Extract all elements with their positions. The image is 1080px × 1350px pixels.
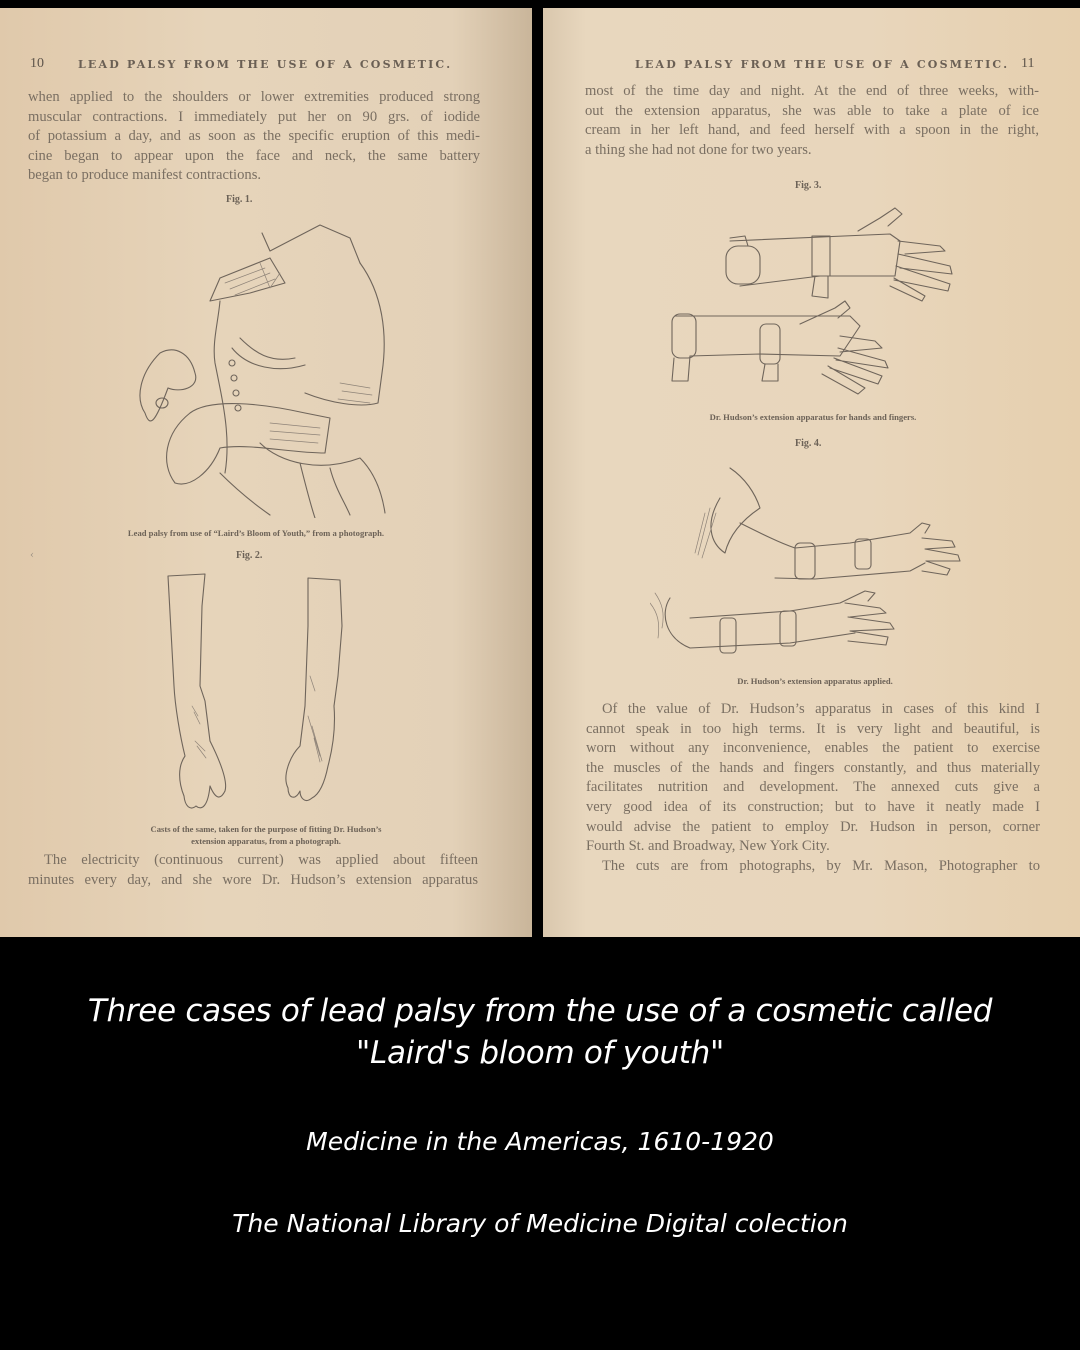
text-line: Of the value of Dr. Hudson’s apparatus in cases of this kind I — [602, 701, 1040, 717]
title-line: "Laird's bloom of youth" — [356, 1035, 724, 1071]
fig1-illustration — [120, 213, 410, 518]
caption-line: Casts of the same, taken for the purpose of fitting Dr. Hudson’s — [150, 824, 382, 834]
running-head: LEAD PALSY FROM THE USE OF A COSMETIC. — [78, 58, 453, 71]
title-line: Three cases of lead palsy from the use of a cosmetic called — [87, 993, 993, 1029]
text-line: minutes every day, and she wore Dr. Hudson’s extension apparatus — [28, 871, 478, 888]
text-line: most of the time day and night. At the end of three weeks, with- — [585, 83, 1039, 99]
stray-mark: ‹ — [30, 550, 34, 561]
upper-fingers — [890, 241, 952, 301]
paragraph-top — [585, 82, 1039, 160]
fig4-caption: Dr. Hudson’s extension apparatus applied. — [737, 676, 893, 686]
paragraph-bottom — [28, 851, 478, 890]
collar-outline — [262, 225, 360, 263]
fig2-illustration — [150, 566, 360, 816]
fig3-caption: Dr. Hudson’s extension apparatus for hands and fingers. — [709, 412, 917, 422]
collection-caption: Medicine in the Americas, 1610-1920 — [306, 1127, 774, 1156]
book-page-right — [543, 8, 1080, 937]
text-line: muscular contractions. I immediately put her on 90 grs. of iodide — [28, 108, 480, 125]
fig3-illustration — [660, 196, 960, 396]
lower-splint — [675, 316, 860, 356]
page-number: 11 — [1021, 56, 1035, 71]
fig4-label: Fig. 4. — [795, 438, 822, 449]
text-line: The electricity (continuous current) was applied about fifteen — [44, 852, 478, 868]
left-cast — [168, 574, 226, 808]
text-line: the muscles of the hands and fingers constantly, and thus materially — [586, 759, 1040, 776]
text-line: very good idea of its construction; but to have it neatly made I — [586, 798, 1040, 815]
paragraph-top — [28, 88, 480, 186]
skirt-outline — [220, 443, 385, 518]
text-line: cine began to appear upon the face and neck, the same battery — [28, 147, 480, 164]
fig1-caption: Lead palsy from use of “Laird’s Bloom of Youth,” from a photograph. — [127, 528, 385, 538]
lower-hand-fingers — [845, 603, 894, 645]
text-line: began to produce manifest contractions. — [28, 167, 262, 184]
lower-fingers — [822, 336, 888, 394]
fig2-caption — [60, 823, 472, 847]
fig3-label: Fig. 3. — [795, 180, 822, 191]
text-line: facilitates nutrition and development. The annexed cuts give a — [586, 779, 1040, 796]
page-number: 10 — [30, 56, 44, 71]
text-line: The cuts are from photographs, by Mr. Mason, Photographer to — [602, 857, 1040, 874]
fig4-illustration — [650, 463, 980, 668]
fig2-label: Fig. 2. — [236, 550, 263, 561]
text-line: cannot speak in too high terms. It is very light and beautiful, is — [586, 720, 1040, 737]
text-line: of potassium a day, and as soon as the specific eruption of this medi- — [28, 128, 480, 145]
fig1-label: Fig. 1. — [226, 194, 253, 205]
text-line: out the extension apparatus, she was able to take a plate of ice — [585, 102, 1039, 119]
text-line: a thing she had not done for two years. — [585, 141, 812, 158]
upper-arm — [740, 523, 930, 548]
library-caption: The National Library of Medicine Digital colection — [232, 1209, 848, 1238]
text-line: worn without any inconvenience, enables the patient to exercise — [586, 740, 1040, 757]
right-cast — [286, 578, 342, 800]
text-line: Fourth St. and Broadway, New York City. — [586, 838, 830, 855]
paragraph-bottom — [586, 700, 1040, 876]
text-line: cream in her left hand, and feed herself with a spoon in the right, — [585, 122, 1039, 139]
right-arm — [167, 404, 330, 484]
caption-line: extension apparatus, from a photograph. — [191, 836, 341, 846]
upper-hand-fingers — [922, 538, 960, 575]
left-arm — [140, 350, 196, 421]
running-head: LEAD PALSY FROM THE USE OF A COSMETIC. — [635, 58, 1010, 71]
sleeve — [711, 468, 760, 553]
image-title-caption — [0, 990, 1080, 1074]
text-line: when applied to the shoulders or lower extremities produced strong — [28, 89, 480, 105]
text-line: would advise the patient to employ Dr. Hudson in person, corner — [586, 818, 1040, 835]
book-page-left — [0, 8, 532, 937]
